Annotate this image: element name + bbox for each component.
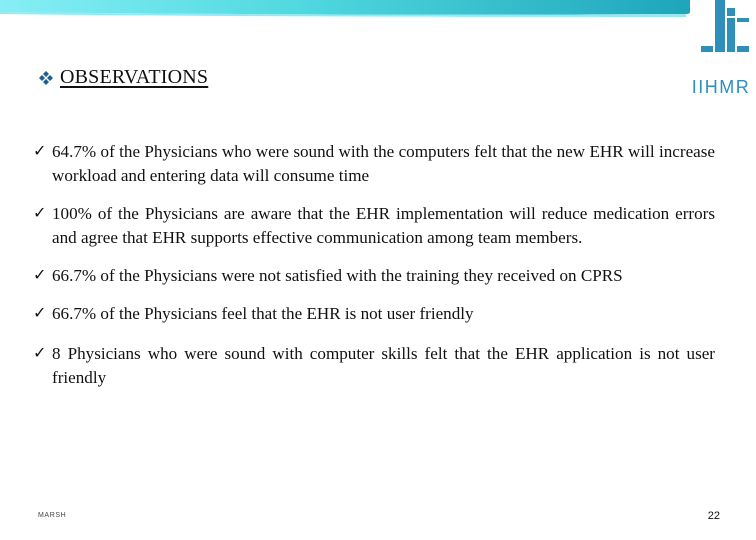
iihmr-logo	[686, 0, 756, 104]
observation-item	[33, 342, 715, 390]
observation-item	[33, 264, 715, 288]
observation-text: 66.7% of the Physicians feel that the EHR is not user friendly	[52, 304, 474, 323]
observation-item	[33, 202, 715, 250]
observation-text: 66.7% of the Physicians were not satisfied with the training they received on CPRS	[52, 266, 623, 285]
logo-text: IIHMR	[691, 77, 751, 97]
check-icon: ✓	[33, 305, 47, 322]
diamond-bullet-icon	[38, 70, 54, 86]
check-icon: ✓	[33, 205, 47, 222]
slide-title-text: OBSERVATIONS	[60, 66, 209, 88]
check-icon: ✓	[33, 143, 47, 160]
check-icon: ✓	[33, 267, 47, 284]
slide-title	[38, 66, 208, 89]
observation-item	[33, 140, 715, 188]
observation-item	[33, 302, 715, 326]
top-banner	[0, 0, 690, 20]
observation-text: 64.7% of the Physicians who were sound with the computers felt that the new EHR will increase workload and entering data will consume time	[52, 142, 715, 185]
observation-text: 100% of the Physicians are aware that the EHR implementation will reduce medication errors and agree that EHR supports effective communication among team members.	[52, 204, 715, 247]
check-icon: ✓	[33, 345, 47, 362]
page-number: 22	[707, 510, 720, 522]
observations-list	[33, 140, 715, 404]
footer-label: MARSH	[38, 512, 67, 519]
observation-text: 8 Physicians who were sound with computer skills felt that the EHR application is not user friendly	[52, 344, 715, 387]
